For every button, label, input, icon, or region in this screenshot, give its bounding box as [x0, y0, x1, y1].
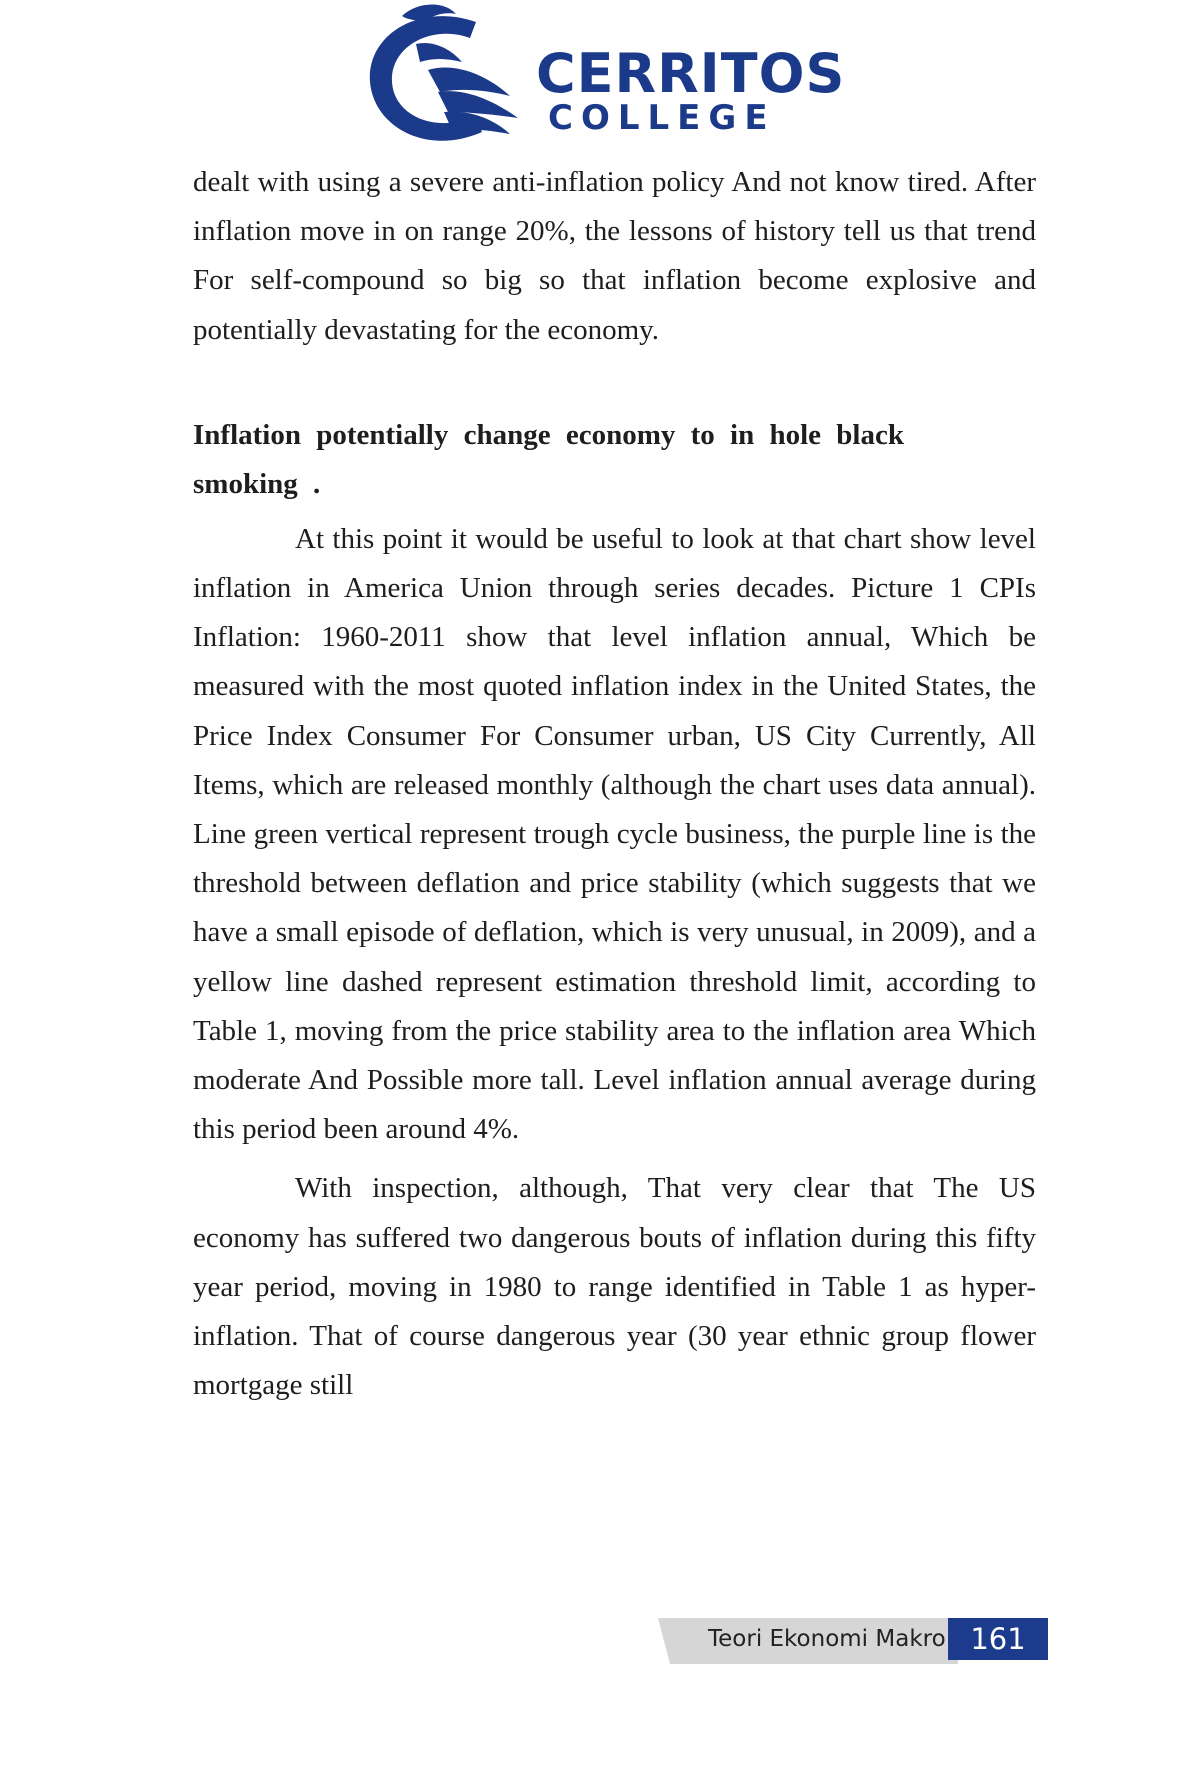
paragraph-continuation: dealt with using a severe anti-inflation policy And not know tired. After inflation move in on range 20%, the lessons of history tell us that trend For self-compound so big so that inflation become explosive and potentially devastating for the economy. — [193, 166, 1036, 346]
page-footer — [658, 1618, 1048, 1664]
paragraph-inflation-bouts: With inspection, although, That very clear that The US economy has suffered two dangerous bouts of inflation during this fifty year period, moving in 1980 to range identified in Table 1 as hyper-inflation. That of course dangerous year (30 year ethnic group flower mortgage still — [193, 1172, 1036, 1402]
logo-wordmark-cerritos: CERRITOS — [536, 42, 846, 105]
cerritos-college-logo — [358, 0, 858, 152]
section-heading: Inflation potentially change economy to in hole black smoking . — [193, 418, 904, 500]
footer-book-title: Teori Ekonomi Makro — [708, 1626, 946, 1652]
paragraph-cpi-chart-description: At this point it would be useful to look at that chart show level inflation in America Union through series decades. Picture 1 CPIs Inflation: 1960-2011 show that level inflation annual, Which be measured with the most quoted inflation index in the United States, the Price Index Consumer For Consumer urban, US City Currently, All Items, which are released monthly (although the chart uses data annual). Line green vertical represent trough cycle business, the purple line is the threshold between deflation and price stability (which suggests that we have a small episode of deflation, which is very unusual, in 2009), and a yellow line dashed represent estimation threshold limit, according to Table 1, moving from the price stability area to the inflation area Which moderate And Possible more tall. Level inflation annual average during this period been around 4%. — [193, 522, 1036, 1146]
page-number: 161 — [948, 1618, 1048, 1660]
eagle-c-icon — [358, 0, 538, 152]
page-body — [193, 158, 1036, 1410]
logo-wordmark-college: COLLEGE — [548, 98, 776, 138]
